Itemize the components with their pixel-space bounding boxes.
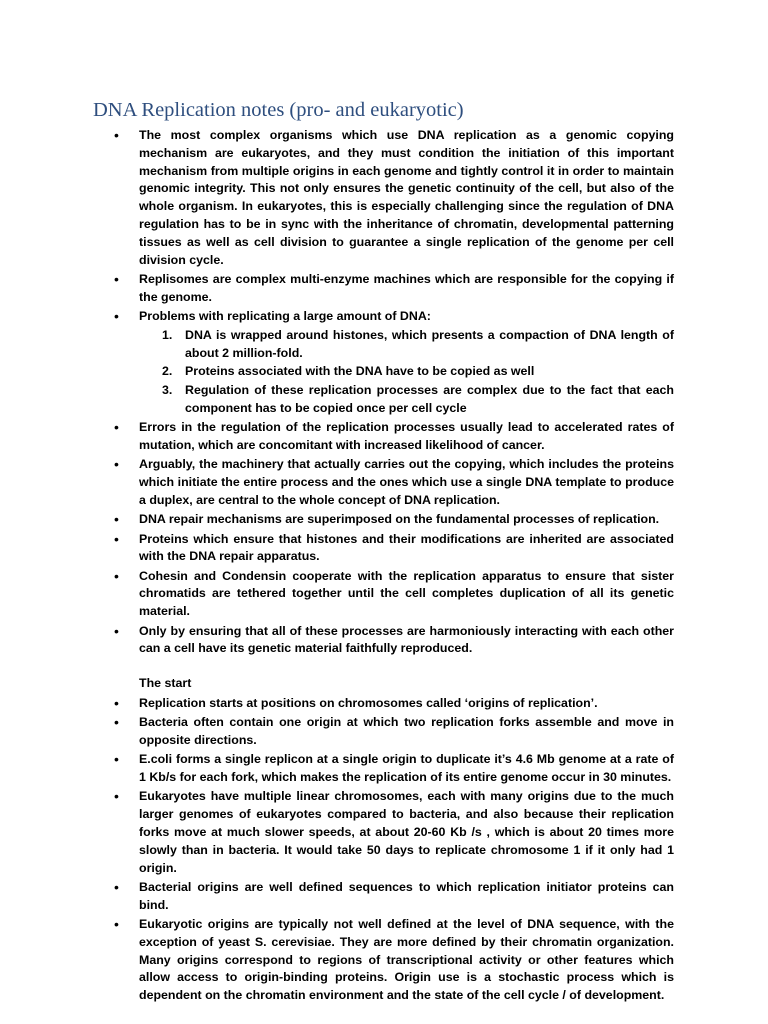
bullet-item (114, 270, 674, 307)
bullet-icon: • (114, 530, 119, 547)
notes-body (0, 127, 768, 1006)
bullet-item (114, 915, 674, 1005)
bullet-item (114, 622, 674, 659)
bullet-icon: • (114, 694, 119, 711)
bullet-icon: • (114, 567, 119, 584)
bullet-item (114, 788, 674, 877)
bullet-text: DNA repair mechanisms are superimposed on the fundamental processes of replication. (139, 512, 660, 527)
bullet-text: Eukaryotes have multiple linear chromosomes, each with many origins due to the much larger genomes of eukaryotes compared to bacteria, and also because their replication forks move at much slower speeds, at about 20-60 Kb /s , which is about 20 times more slowly than in bacteria. It would take 50 days to replicate chromosome 1 if it only had 1 origin. (139, 789, 674, 875)
bullet-text: Cohesin and Condensin cooperate with the replication apparatus to ensure that sister chromatids are tethered together until the cell completes duplication of all its genetic material. (139, 568, 674, 619)
bullet-text: Only by ensuring that all of these processes are harmoniously interacting with each other can a cell have its genetic material faithfully reproduced. (139, 623, 674, 656)
bullet-item (114, 751, 674, 787)
bullet-icon: • (114, 788, 119, 805)
bullet-icon: • (114, 511, 119, 528)
bullet-text: Proteins which ensure that histones and their modifications are inherited are associated with the DNA repair apparatus. (139, 531, 674, 564)
bullet-text: Arguably, the machinery that actually carries out the copying, which includes the proteins which initiate the entire process and the ones which use a single DNA template to produce a duplex, are central to the whole concept of DNA replication. (139, 457, 674, 507)
bullet-icon: • (114, 127, 119, 143)
bullet-item (114, 694, 674, 713)
bullet-item (114, 511, 674, 529)
bullet-text: The most complex organisms which use DNA replication as a genomic copying mechanism are eukaryotes, and they must condition the initiation of this important mechanism from multiple origins in each genome and tightly control it in order to maintain genomic integrity. This not only ensures the genetic continuity of the cell, but also of the whole organism. In eukaryotes, this is especially challenging since the regulation of DNA regulation has to be in sync with the inheritance of chromatin, developmental patterning tissues as well as cell division to guarantee a single replication of the genome per cell division cycle. (139, 128, 674, 267)
bullet-icon: • (114, 878, 119, 895)
bullet-item (114, 307, 674, 418)
section-heading: The start (139, 676, 192, 691)
bullet-text: Replication starts at positions on chromosomes called ‘origins of replication’. (139, 695, 598, 710)
bullet-icon: • (114, 751, 119, 768)
bullet-item (114, 419, 674, 455)
bullet-icon: • (114, 307, 119, 324)
numbered-text: Proteins associated with the DNA have to be copied as well (185, 364, 535, 379)
item-number: 1. (162, 327, 173, 342)
numbered-text: DNA is wrapped around histones, which presents a compaction of DNA length of about 2 million-fold. (185, 327, 674, 360)
numbered-item (162, 363, 674, 381)
numbered-item (162, 327, 674, 363)
bullet-icon: • (114, 270, 119, 287)
bullet-item (114, 530, 674, 567)
bullet-text: Eukaryotic origins are typically not well defined at the level of DNA sequence, with the exception of yeast S. cerevisiae. They are more defined by their chromatin organization. Many origins correspond to regions of transcriptional activity or other features which allow access to origin-binding proteins. Origin use is a stochastic process which is dependent on the chromatin environment and the state of the cell cycle / of development. (139, 916, 674, 1003)
bullet-item (114, 127, 674, 269)
bullet-text: Errors in the regulation of the replication processes usually lead to accelerated rates of mutation, which are concomitant with increased likelihood of cancer. (139, 420, 674, 453)
problems-list (162, 327, 674, 418)
numbered-text: Regulation of these replication processes are complex due to the fact that each component has to be copied once per cell cycle (185, 383, 674, 415)
bullet-icon: • (114, 419, 119, 436)
bullet-item (114, 714, 674, 750)
bullet-icon: • (114, 622, 119, 639)
bullet-item (114, 456, 674, 509)
bullet-text: Replisomes are complex multi-enzyme machines which are responsible for the copying if the genome. (139, 271, 674, 304)
bullet-text: Bacterial origins are well defined sequences to which replication initiator proteins can bind. (139, 879, 674, 912)
bullet-text: Problems with replicating a large amount of DNA: (139, 308, 431, 323)
bullet-icon: • (114, 456, 119, 473)
page-title: DNA Replication notes (pro- and eukaryotic) (93, 99, 464, 121)
bullet-text: E.coli forms a single replicon at a single origin to duplicate it’s 4.6 Mb genome at a rate of 1 Kb/s for each fork, which makes the replication of its entire genome occur in 30 minutes. (139, 752, 674, 785)
bullet-text: Bacteria often contain one origin at which two replication forks assemble and move in opposite directions. (139, 715, 674, 747)
item-number: 2. (162, 364, 173, 379)
item-number: 3. (162, 383, 173, 398)
bullet-item (114, 567, 674, 621)
numbered-item (162, 382, 674, 418)
bullet-icon: • (114, 915, 119, 932)
bullet-item (114, 878, 674, 915)
bullet-icon: • (114, 714, 119, 731)
